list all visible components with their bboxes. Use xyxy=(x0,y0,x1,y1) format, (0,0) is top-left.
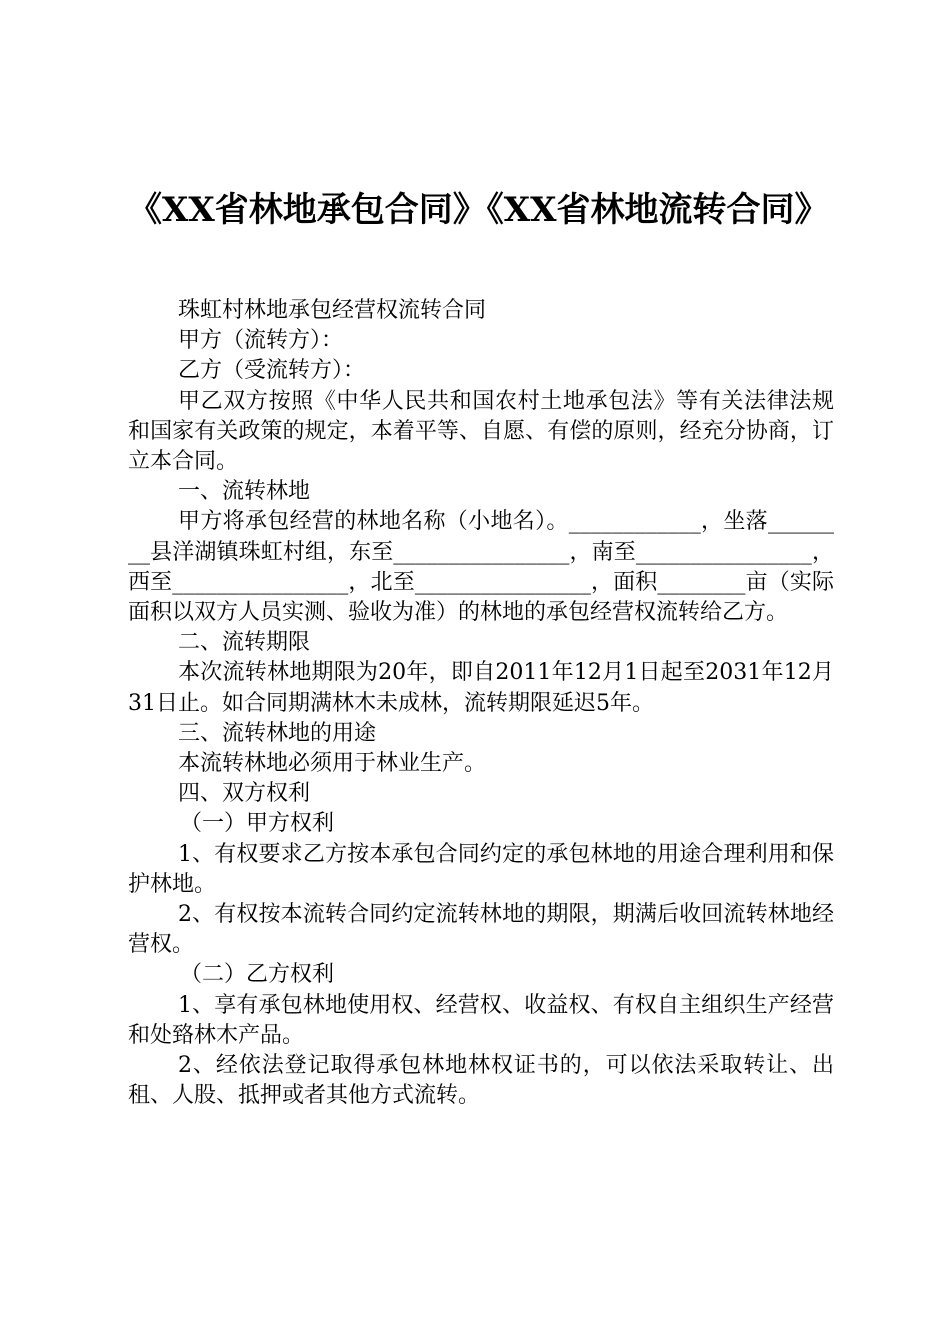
term-paragraph: 本次流转林地期限为20年，即自2011年12月1日起至2031年12月31日止。如合同期满林木未成林，流转期限延迟5年。 xyxy=(128,660,834,716)
rights-item: 2、经依法登记取得承包林地林权证书的，可以依法采取转让、出租、人股、抵押或者其他方式流转。 xyxy=(128,1053,834,1109)
subsection-heading: （一）甲方权利 xyxy=(180,811,335,837)
document-body xyxy=(128,296,834,1111)
subsection-heading: （二）乙方权利 xyxy=(180,962,335,988)
party-a-line: 甲方（流转方）： xyxy=(178,328,344,354)
section-heading: 一、流转林地 xyxy=(178,479,311,505)
section-heading: 二、流转期限 xyxy=(178,630,311,656)
document-title: 《XX省林地承包合同》《XX省林地流转合同》 xyxy=(128,190,829,230)
party-b-line: 乙方（受流转方）： xyxy=(178,358,366,384)
rights-item: 1、有权要求乙方按本承包合同约定的承包林地的用途合理利用和保护林地。 xyxy=(128,841,834,897)
rights-item: 2、有权按本流转合同约定流转林地的期限，期满后收回流转林地经营权。 xyxy=(128,902,834,958)
section-heading: 三、流转林地的用途 xyxy=(178,720,377,746)
preamble-paragraph: 甲乙双方按照《中华人民共和国农村土地承包法》等有关法律法规和国家有关政策的规定，本着平等、自愿、有偿的原则，经充分协商，订立本合同。 xyxy=(128,388,834,475)
rights-item: 1、享有承包林地使用权、经营权、收益权、有权自主组织生产经营和处臵林木产品。 xyxy=(128,992,834,1048)
contract-name: 珠虹村林地承包经营权流转合同 xyxy=(178,298,487,323)
usage-paragraph: 本流转林地必须用于林业生产。 xyxy=(178,751,487,777)
section-heading: 四、双方权利 xyxy=(178,781,311,807)
land-description-paragraph: 甲方将承包经营的林地名称（小地名）。____________，坐落________县洋湖镇珠虹村组，东至________________，南至________________，西至________________，北至________________，面积________亩（实际面积以双方人员实测、验收为准）的林地的承包经营权流转给乙方。 xyxy=(128,509,834,626)
